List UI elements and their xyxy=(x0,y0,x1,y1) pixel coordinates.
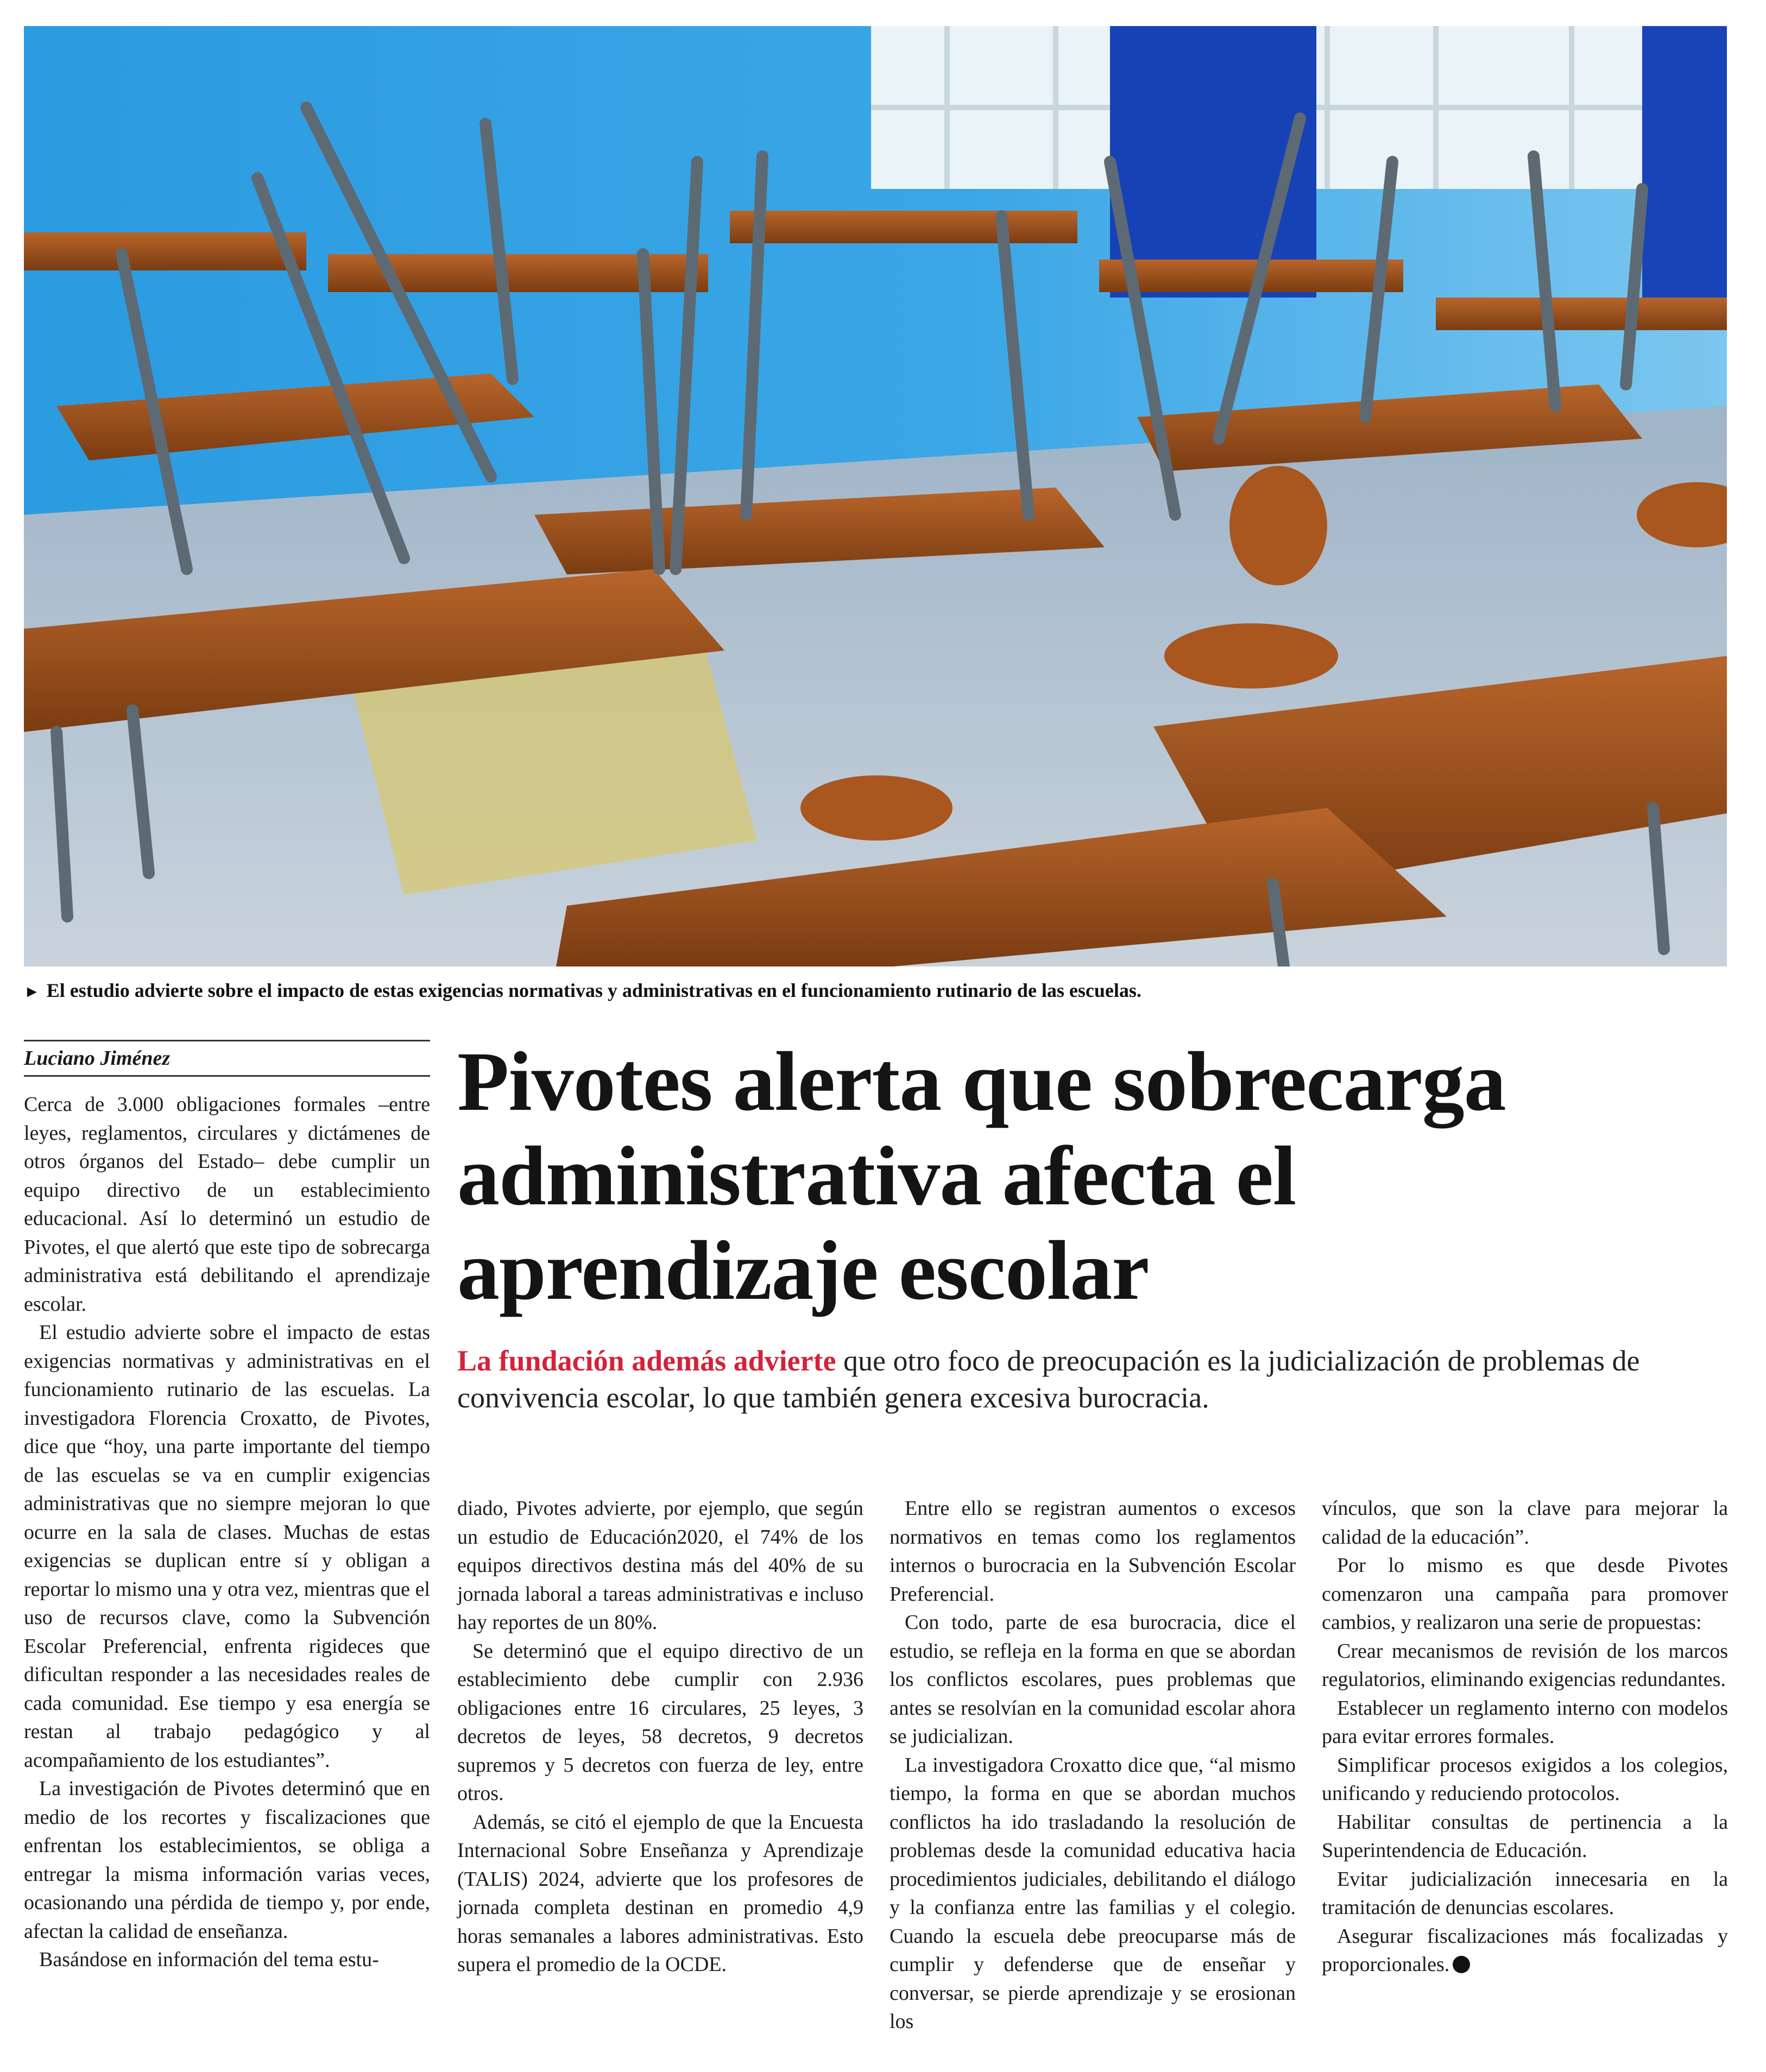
paragraph: Basándose en información del tema estu- xyxy=(39,1948,379,1971)
paragraph: Por lo mismo es que desde Pivotes comenzaron una campaña para promover cambios, y realizaron una serie de propuestas: xyxy=(1322,1554,1728,1634)
paragraph: Entre ello se registran aumentos o excesos normativos en temas como los reglamentos internos o burocracia en la Subvención Escolar Preferencial. xyxy=(890,1497,1296,1606)
body-column-4 xyxy=(1322,1494,1728,1979)
deck xyxy=(457,1342,1723,1416)
end-of-article-icon xyxy=(1453,1956,1470,1973)
photo-caption-text: El estudio advierte sobre el impacto de estas exigencias normativas y administrativas en el funcionamiento rutinario de las escuelas. xyxy=(46,980,1141,1001)
paragraph: diado, Pivotes advierte, por ejemplo, que según un estudio de Educación2020, el 74% de los equipos directivos destina más del 40% de su jornada laboral a tareas administrativas e incluso hay reportes de un 80%. xyxy=(457,1497,863,1634)
proposal-item: Simplificar procesos exigidos a los colegios, unificando y reduciendo protocolos. xyxy=(1322,1753,1728,1805)
body-column-1 xyxy=(24,1090,430,1974)
body-column-3 xyxy=(890,1494,1296,2036)
paragraph: Se determinó que el equipo directivo de un establecimiento debe cumplir con 2.936 obligaciones entre 16 circulares, 25 leyes, 3 decretos de leyes, 58 decretos, 9 decretos supremos y 5 decretos con fuerza de ley, entre otros. xyxy=(457,1639,863,1805)
byline-bottom-rule xyxy=(24,1075,430,1077)
proposal-item: Habilitar consultas de pertinencia a la Superintendencia de Educación. xyxy=(1322,1810,1728,1862)
photo-caption xyxy=(24,977,1735,1005)
headline: Pivotes alerta que sobrecarga administrativa afecta el aprendizaje escolar xyxy=(457,1034,1506,1317)
caption-arrow-icon: ► xyxy=(24,983,40,1001)
classroom-photo xyxy=(24,26,1727,966)
proposal-item: Crear mecanismos de revisión de los marcos regulatorios, eliminando exigencias redundantes. xyxy=(1322,1639,1728,1691)
proposal-item: Evitar judicialización innecesaria en la tramitación de denuncias escolares. xyxy=(1322,1867,1728,1919)
paragraph: La investigadora Croxatto dice que, “al mismo tiempo, la forma en que se abordan muchos conflictos ha ido trasladando la resolución de problemas desde la comunidad educativa hacia procedimientos judiciales, debilitando el diálogo y la confianza entre las familias y el colegio. Cuando la escuela debe preocuparse más de cumplir y defenderse que de enseñar y conversar, se pierde aprendizaje y se erosionan los xyxy=(890,1753,1296,2033)
body-column-2 xyxy=(457,1494,863,1979)
paragraph: La investigación de Pivotes determinó que en medio de los recortes y fiscalizaciones que enfrentan los establecimientos, se obliga a entregar la misma información varias veces, ocasionando una pérdida de tiempo y, por ende, afectan la calidad de enseñanza. xyxy=(24,1777,430,1943)
paragraph: Con todo, parte de esa burocracia, dice el estudio, se refleja en la forma en que se abordan los conflictos escolares, pues problemas que antes se resolvían en la comunidad escolar ahora se judicializan. xyxy=(890,1611,1296,1748)
paragraph: Cerca de 3.000 obligaciones formales –entre leyes, reglamentos, circulares y dictámenes de otros órganos del Estado– debe cumplir un equipo directivo de un establecimiento educacional. Así lo determinó un estudio de Pivotes, el que alertó que este tipo de sobrecarga administrativa está debilitando el aprendizaje escolar. xyxy=(24,1093,430,1316)
deck-rest: que otro foco de preocupación es la judicialización de problemas de convivencia escolar, lo que también genera excesiva burocracia. xyxy=(457,1344,1640,1414)
proposal-item-text: Asegurar fiscalizaciones más focalizadas y proporcionales. xyxy=(1322,1924,1728,1976)
proposal-item-last xyxy=(1322,1922,1728,1979)
paragraph: El estudio advierte sobre el impacto de estas exigencias normativas y administrativas en el funcionamiento rutinario de las escuelas. La investigadora Florencia Croxatto, de Pivotes, dice que “hoy, una parte importante del tiempo de las escuelas se va en cumplir exigencias administrativas que no siempre mejoran lo que ocurre en la sala de clases. Muchas de estas exigencias se duplican entre sí y obligan a reportar lo mismo una y otra vez, mientras que el uso de recursos clave, como la Subvención Escolar Preferencial, enfrenta rigideces que dificultan responder a las necesidades reales de cada comunidad. Ese tiempo y esa energía se restan al trabajo pedagógico y al acompañamiento de los estudiantes”. xyxy=(24,1321,430,1772)
paragraph: Además, se citó el ejemplo de que la Encuesta Internacional Sobre Enseñanza y Aprendizaje (TALIS) 2024, advierte que los profesores de jornada completa destinan en promedio 4,9 horas semanales a labores administrativas. Esto supera el promedio de la OCDE. xyxy=(457,1810,863,1976)
paragraph: vínculos, que son la clave para mejorar la calidad de la educación”. xyxy=(1322,1497,1728,1549)
byline: Luciano Jiménez xyxy=(24,1047,171,1070)
proposal-item: Establecer un reglamento interno con modelos para evitar errores formales. xyxy=(1322,1696,1728,1748)
deck-lead: La fundación además advierte xyxy=(457,1344,836,1377)
byline-top-rule xyxy=(24,1040,430,1041)
